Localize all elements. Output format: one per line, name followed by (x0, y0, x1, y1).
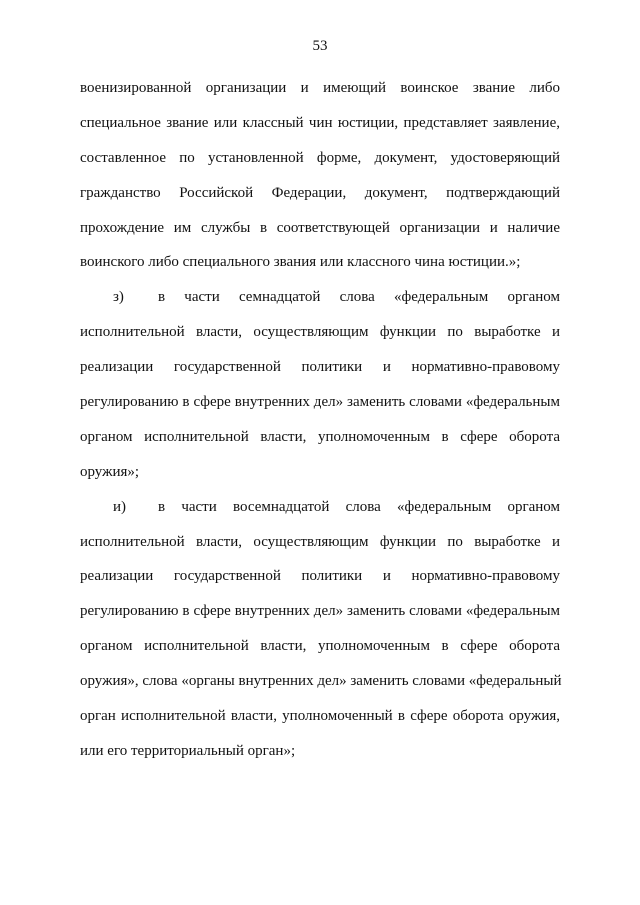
text-line: военизированной организации и имеющий воинское звание либо (80, 80, 560, 96)
text-line: органом исполнительной власти, уполномоченным в сфере оборота (80, 638, 560, 655)
text-line: прохождение им службы в соответствующей организации и наличие (80, 219, 560, 236)
text-line: составленное по установленной форме, документ, удостоверяющий (80, 149, 560, 166)
text-line: органом исполнительной власти, уполномоченным в сфере оборота (80, 428, 560, 445)
text-line: реализации государственной политики и нормативно-правовому (80, 568, 560, 585)
text-line: исполнительной власти, осуществляющим функции по выработке и (80, 533, 560, 550)
text-line: воинского либо специального звания или классного чина юстиции.»; (80, 254, 521, 271)
text-line: реализации государственной политики и нормативно-правовому (80, 359, 560, 376)
text-line: регулированию в сфере внутренних дел» заменить словами «федеральным (80, 603, 560, 620)
list-marker: и) (113, 498, 127, 515)
text-line-first (80, 490, 560, 525)
paragraph-item-z (80, 280, 560, 489)
text-line-first (80, 280, 560, 315)
text-line-content: в части восемнадцатой слова «федеральным органом (158, 498, 560, 515)
document-body (80, 71, 560, 769)
text-line: орган исполнительной власти, уполномоченный в сфере оборота оружия, (80, 708, 560, 725)
text-line: гражданство Российской Федерации, документ, подтверждающий (80, 184, 560, 201)
text-line-content: в части семнадцатой слова «федеральным органом (158, 289, 560, 306)
list-marker: з) (113, 289, 124, 306)
text-line: исполнительной власти, осуществляющим функции по выработке и (80, 324, 560, 341)
text-line: регулированию в сфере внутренних дел» заменить словами «федеральным (80, 394, 560, 411)
text-line: специальное звание или классный чин юстиции, представляет заявление, (80, 114, 560, 131)
paragraph-continuation (80, 71, 560, 280)
paragraph-item-i (80, 490, 560, 769)
text-line: оружия»; (80, 463, 140, 480)
text-line: или его территориальный орган»; (80, 742, 296, 759)
page-number: 53 (312, 38, 328, 54)
text-line: оружия», слова «органы внутренних дел» заменить словами «федеральный (80, 673, 562, 690)
